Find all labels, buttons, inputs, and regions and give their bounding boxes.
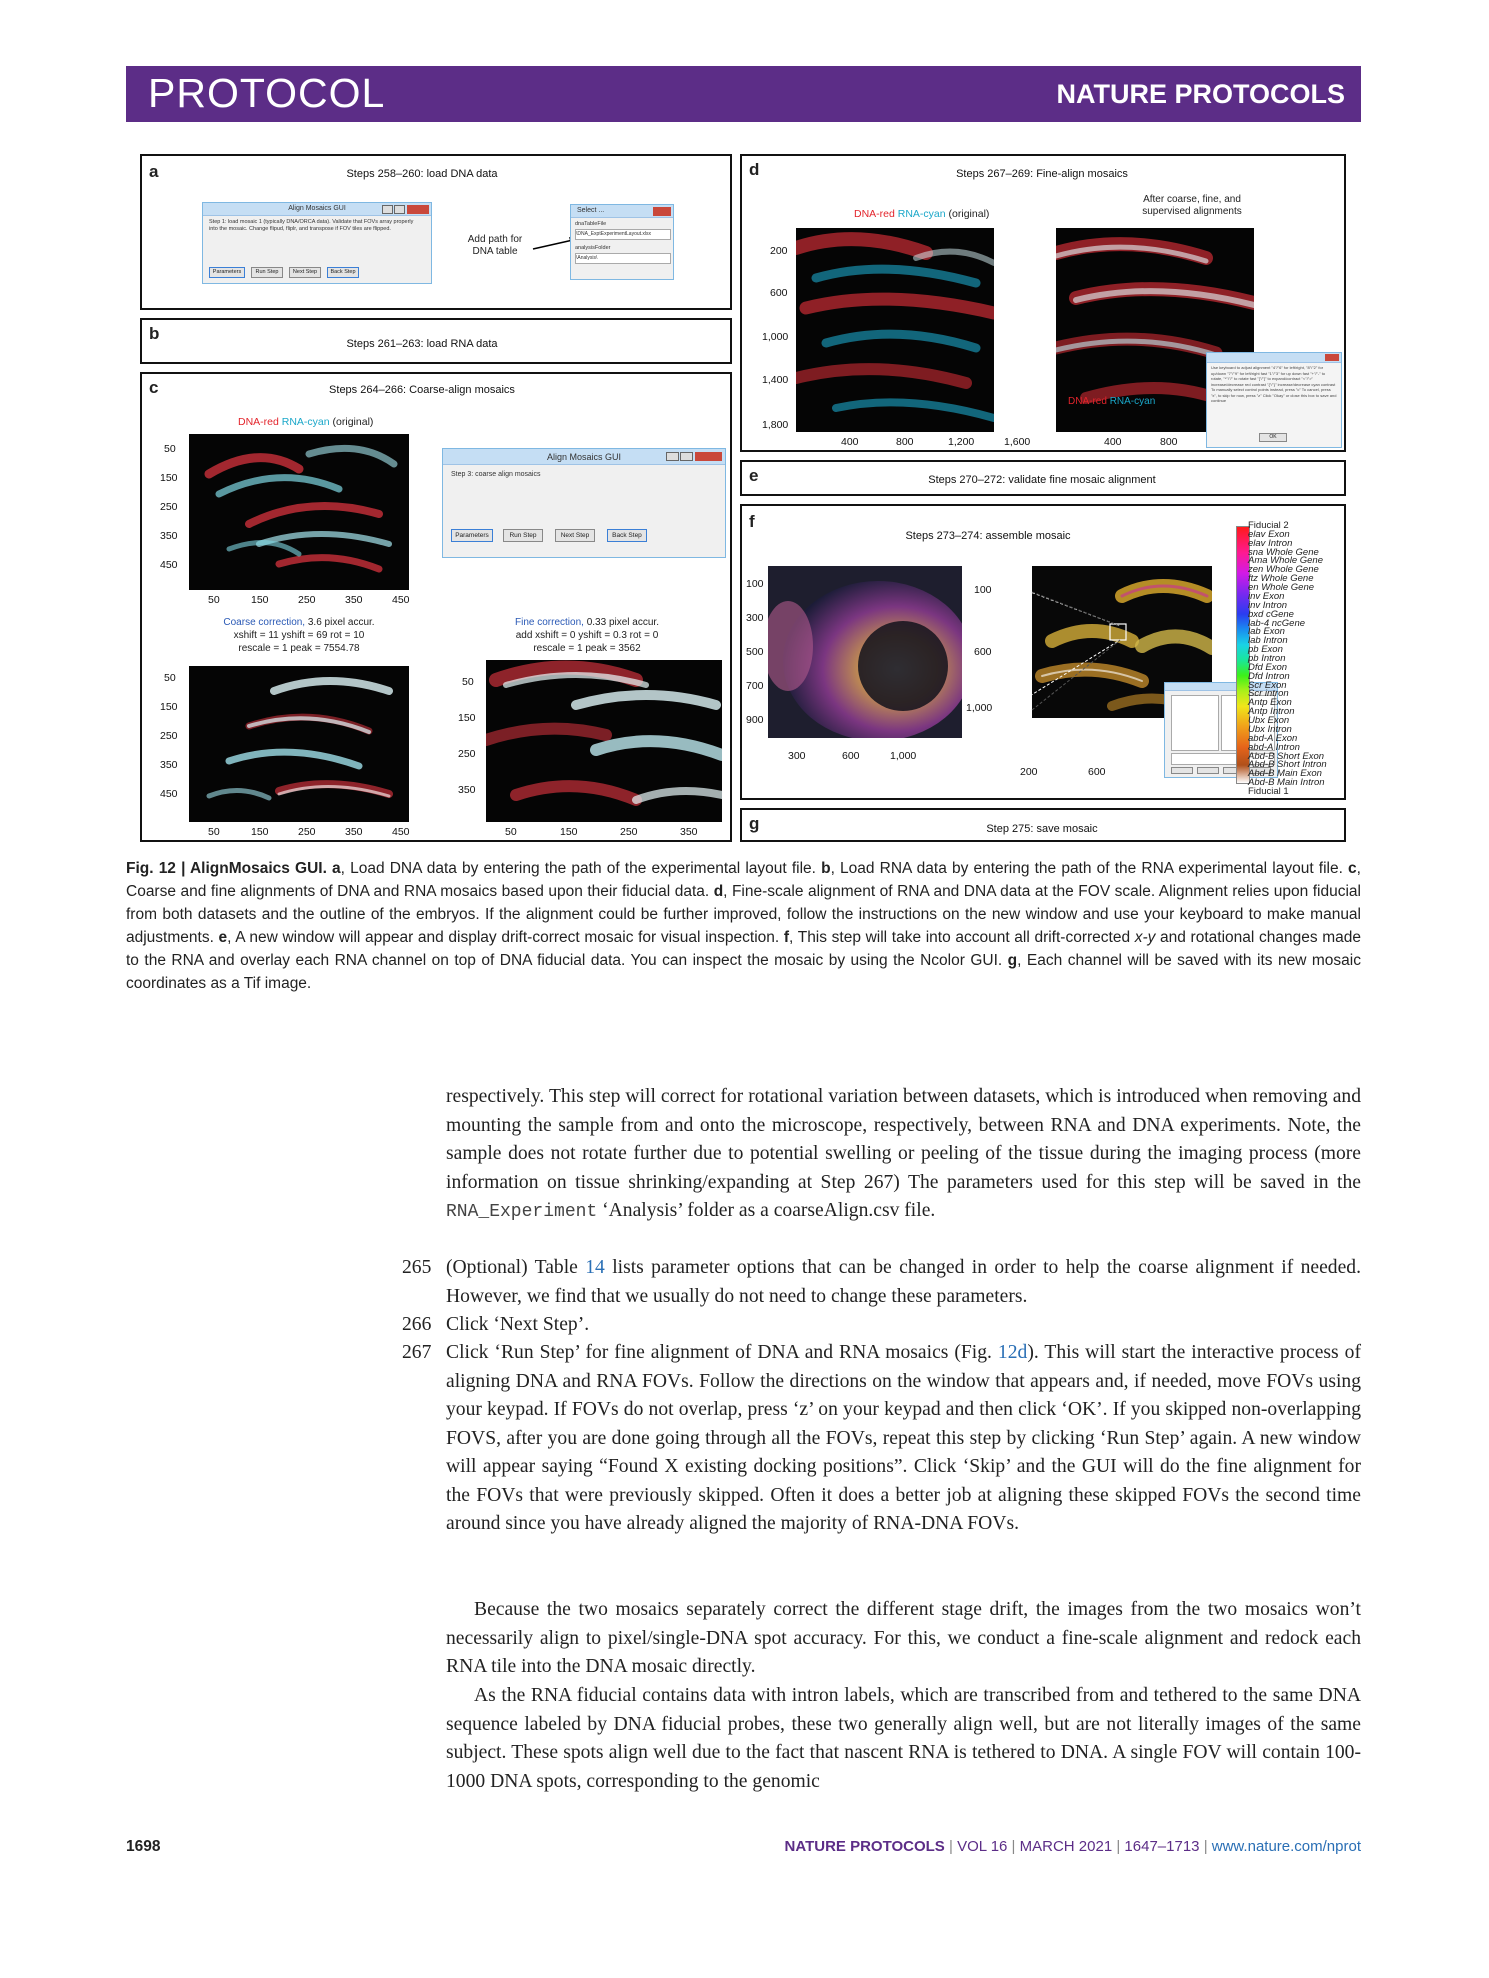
caption-italic: x-y [1134,929,1156,946]
panel-title: Steps 264–266: Coarse-align mosaics [329,384,515,396]
tick-label: 600 [974,646,992,658]
step-text: lists parameter options that can be changed in order to help the coarse alignment if needed. However, we find that we usually do not need to change these parameters. [446,1257,1361,1307]
panel-label: d [749,160,760,179]
caption-label: f [783,929,790,946]
caption-text: , Each channel will be saved with its new mosaic coordinates as a Tif image. [126,952,1361,992]
fine-align-original-image [796,228,994,432]
legend-item: sna Whole Gene [1248,546,1319,558]
after-alignment-label: After coarse, fine, and supervised alignments [1142,194,1242,217]
tick-label: 1,000 [966,702,993,714]
paragraph-text: ‘Analysis’ folder as a coarseAlign.csv file. [597,1200,936,1221]
fine-shift: add xshift = 0 yshift = 0.3 rot = 0 [515,630,659,641]
body-paragraph [446,1083,1361,1227]
tick-label: 350 [680,826,698,838]
caption-text: , This step will take into account all drift-corrected [789,929,1135,946]
panel-label: e [749,466,759,485]
legend-item: Scr Exon [1248,679,1287,691]
tick-label: 600 [1088,766,1106,778]
tick-label: 1,000 [762,331,789,343]
tick-label: 900 [746,714,764,726]
panel-label: f [749,512,755,531]
minimize-button[interactable] [382,205,393,214]
maximize-button[interactable] [394,205,405,214]
legend-item: Abd-B Main Exon [1248,768,1322,780]
caption-text: , A new window will appear and display drift-correct mosaic for visual inspection. [227,929,780,946]
legend-item: pb Intron [1248,653,1286,664]
rna-label: RNA-cyan [897,208,946,220]
rna-label: RNA-cyan [1109,396,1156,407]
tick-label: 1,600 [1004,436,1031,448]
legend-item: en Whole Gene [1248,582,1315,594]
analysis-folder-input[interactable]: \Analysis\ [575,253,671,264]
tick-label: 450 [160,559,178,571]
tick-label: 150 [251,594,269,606]
tick-label: 50 [505,826,517,838]
tick-label: 200 [770,245,788,257]
page-number: 1698 [126,1838,161,1855]
step-267 [402,1339,1361,1539]
tick-label: 800 [896,436,914,448]
legend-item: Ubx Intron [1248,723,1292,735]
tick-label: 50 [208,826,220,838]
caption-text: , Fine-scale alignment of RNA and DNA data at the FOV scale. Alignment relies upon fiducial from both datasets and the outline of the embryos. If the alignment could be further improved, follow the instructions on the new window and use your keyboard to make manual adjustments. [126,883,1361,946]
tick-label: 50 [164,672,176,684]
footer-separator: | [1203,1838,1208,1855]
original-suffix: (original) [332,416,374,428]
tick-label: 250 [298,826,316,838]
maximize-button[interactable] [680,452,693,461]
tick-label: 600 [842,750,860,762]
panel-label: a [149,162,159,181]
tick-label: 100 [746,578,764,590]
step-instructions: Step 1: load mosaic 1 (typically DNA/ORCA data). Validate that FOVs array properly into the mosaic. Change flipud, fliplr, and transpose if FOV tiles are flipped. [209,219,414,232]
tick-label: 50 [462,676,474,688]
tick-label: 250 [160,501,178,513]
coarse-corrected-image [189,666,409,822]
panel-title: Steps 261–263: load RNA data [346,338,498,350]
paragraph-text: respectively. This step will correct for rotational variation between datasets, which is introduced when removing and mounting the sample from and onto the microscope, respectively, between RNA and DNA experiments. Note, the sample does not rotate further due to potential swelling or peeling of the tissue during the imaging process (more information on tissue shrinking/expanding at Step 267) The parameters used for this step will be saved in the [446,1086,1361,1193]
run-step-button[interactable]: Run Step [503,529,543,542]
overlay-label [1068,396,1155,407]
legend-item: abd-A Exon [1248,732,1298,744]
panel-label: c [149,378,159,397]
tick-label: 450 [392,826,410,838]
dna-table-input[interactable]: \DNA_ExptExperimentLayout.xlsx [575,229,671,240]
panel-g [740,808,1346,842]
journal-title: NATURE PROTOCOLS [1056,79,1345,109]
tick-label: 800 [1160,436,1178,448]
close-button[interactable] [1325,354,1339,361]
legend-item: pb Exon [1248,644,1283,656]
dna-label: DNA-red [854,208,895,220]
tick-label: 400 [841,436,859,448]
tick-label: 450 [160,788,178,800]
tick-label: 250 [458,748,476,760]
figure-link[interactable]: 12d [997,1342,1028,1363]
align-mosaics-window [202,202,432,284]
tick-label: 1,200 [948,436,975,448]
fine-rescale: rescale = 1 peak = 3562 [533,643,641,654]
step-instructions: Step 3: coarse align mosaics [451,471,541,478]
tick-label: 150 [560,826,578,838]
footer-separator: | [1116,1838,1121,1855]
tick-label: 150 [160,472,178,484]
tick-label: 350 [160,530,178,542]
caption-text: and rotational changes made to the RNA and overlay each RNA channel on top of DNA fiducial data. You can inspect the mosaic by using the Ncolor GUI. [126,929,1361,969]
ncolor-button[interactable] [1197,767,1219,774]
window-title: Select ... [577,207,605,214]
zoomed-embryo-image [768,566,962,738]
section-title: PROTOCOL [148,70,386,116]
tick-label: 350 [160,759,178,771]
caption-label: a [332,860,341,877]
step-265 [402,1254,1361,1311]
legend-item: Antp Exon [1248,697,1292,709]
window-title: Align Mosaics GUI [288,205,346,212]
paragraph-text: As the RNA fiducial contains data with intron labels, which are transcribed from and tethered to the same DNA sequence labeled by DNA fiducial probes, these two generally align well, but are not literally images of the same subject. These spots align well due to the fact that nascent RNA is tethered to DNA. A single FOV will contain 100-1000 DNA spots, corresponding to the genomic [446,1685,1361,1792]
legend-item: abd-A Intron [1248,741,1300,753]
caption-label: c [1348,860,1357,877]
next-step-button[interactable]: Next Step [555,529,595,542]
legend-item: Fiducial 2 [1248,520,1289,531]
panel-d [740,154,1346,452]
fine-corrected-image [486,660,722,822]
annotation-text: Add path for DNA table [467,234,523,257]
field-label: dnaTableFile [575,221,607,227]
inline-code: RNA_Experiment [446,1202,598,1222]
dna-label: DNA-red [238,416,279,428]
caption-label: b [821,860,831,877]
legend-item: Abd-B Short Exon [1248,750,1325,762]
original-label [854,208,989,220]
footer-volume: VOL 16 [957,1838,1008,1855]
select-window [570,204,674,280]
panel-title: Steps 267–269: Fine-align mosaics [956,168,1128,180]
legend-item: Abd-B Main Intron [1248,777,1325,789]
original-suffix: (original) [948,208,990,220]
tick-label: 300 [788,750,806,762]
close-button[interactable] [695,452,722,461]
caption-text: , Load DNA data by entering the path of the experimental layout file. [340,860,816,877]
step-text: ). This will start the interactive process of aligning DNA and RNA FOVs. Follow the directions on the window that appears and, if needed, move FOVs using your keypad. If FOVs do not overlap, press ‘z’ on your keypad and then click ‘OK’. If you skipped non-overlapping FOVS, after you are done going through all the FOVs, repeat this step by clicking ‘Run Step’ again. A new window will appear saying “Found X existing docking positions”. Click ‘Skip’ and the GUI will do the fine alignment for the FOVs that were previously skipped. Often it does a better job at aligning these skipped FOVs the second time around since you have already aligned the majority of RNA-DNA FOVs. [446,1342,1361,1534]
legend-item: Fiducial 1 [1248,786,1289,797]
header-bar [126,66,1361,122]
ncolor-zoom [768,566,962,738]
field-label: analysisFolder [575,245,611,251]
caption-label: d [713,883,724,900]
legend-item: Dfd Intron [1248,670,1290,682]
caption-label: g [1007,952,1018,969]
figure-caption [126,857,1361,995]
tick-label: 350 [345,594,363,606]
tick-label: 1,800 [762,419,789,431]
tick-label: 350 [458,784,476,796]
caption-label: e [218,929,228,946]
mosaic-overlay [796,228,994,432]
tick-label: 350 [345,826,363,838]
legend-item: inv Exon [1248,590,1285,602]
footer-url[interactable]: www.nature.com/nprot [1211,1838,1361,1855]
caption-title: Fig. 12 | AlignMosaics GUI. [126,860,327,877]
table-link[interactable]: 14 [585,1257,605,1278]
footer-separator: | [948,1838,953,1855]
embryo-overlay [486,660,722,822]
legend-item: elav Intron [1248,537,1293,549]
footer-separator: | [1011,1838,1016,1855]
step-text: Click ‘Next Step’. [446,1314,590,1335]
panel-label: b [149,324,160,343]
embryo-overlay [189,666,409,822]
paragraph-text: Because the two mosaics separately correct the different stage drift, the images from the two mosaics won’t necessarily align to pixel/single-DNA spot accuracy. For this, we conduct a fine-scale alignment and redock each RNA tile into the DNA mosaic directly. [446,1599,1361,1677]
rna-label: RNA-cyan [281,416,330,428]
coarse-shift: xshift = 11 yshift = 69 rot = 10 [233,630,365,641]
body-paragraph [446,1596,1361,1682]
tick-label: 250 [620,826,638,838]
tick-label: 100 [974,584,992,596]
panel-title: Steps 273–274: assemble mosaic [905,530,1071,542]
parameters-button[interactable]: Parameters [209,267,245,278]
original-label [238,416,373,428]
legend-item: lab Exon [1248,626,1285,638]
legend-item: Scr intron [1248,688,1289,700]
step-number: 267 [402,1342,432,1363]
tick-label: 250 [298,594,316,606]
coarse-accuracy: 3.6 pixel accur. [307,617,375,628]
window-title: Align Mosaics GUI [546,452,622,462]
align-mosaics-window [442,448,726,558]
tick-label: 150 [251,826,269,838]
coarse-title: Coarse correction, [223,617,306,628]
step-number: 266 [402,1314,432,1335]
legend-item: Ama Whole Gene [1248,555,1323,567]
legend-item: ftz Whole Gene [1248,573,1314,585]
footer-date: MARCH 2021 [1019,1838,1113,1855]
tick-label: 150 [160,701,178,713]
panel-title: Step 275: save mosaic [986,823,1098,835]
embryo-overlay [189,434,409,590]
back-step-button[interactable]: Back Step [327,267,359,278]
legend-item: Antp Intron [1248,706,1295,718]
fine-accuracy: 0.33 pixel accur. [586,617,659,628]
legend-item: Dfd Exon [1248,661,1288,673]
panel-label: g [749,814,760,833]
tick-label: 250 [160,730,178,742]
next-step-button[interactable]: Next Step [289,267,321,278]
legend-item: Abd-B Short Intron [1248,759,1327,771]
panel-e [740,460,1346,496]
ncolor-button[interactable] [1171,767,1193,774]
legend-item: bxd cGene [1248,608,1294,620]
caption-text: , Coarse and fine alignments of DNA and RNA mosaics based upon their fiducial data. [126,860,1361,900]
tick-label: 50 [164,443,176,455]
tick-label: 200 [1020,766,1038,778]
legend-item: lab-4 ncGene [1248,617,1306,629]
close-button[interactable] [653,207,671,216]
back-step-button[interactable]: Back Step [607,529,647,542]
parameters-button[interactable]: Parameters [451,529,493,542]
ok-button[interactable]: OK [1259,433,1287,442]
step-number: 265 [402,1257,432,1278]
tick-label: 300 [746,612,764,624]
tick-label: 400 [1104,436,1122,448]
step-266 [402,1311,1361,1340]
caption-text: , Load RNA data by entering the path of the RNA experimental layout file. [830,860,1343,877]
legend-item: lab Intron [1248,635,1288,647]
panel-title: Steps 258–260: load DNA data [346,168,498,180]
keyboard-adjust-dialog [1206,352,1342,448]
tick-label: 1,400 [762,374,789,386]
tick-label: 1,000 [890,750,917,762]
dialog-instructions: Use keyboard to adjust alignment "4"/"6" for left/right, "8"/"2" for up/down "7"/"9" for left/right fast "1"/"3" for up down fast "+"/"-" to rotate, "*"/"/" to rotate fast "["/"]" to expand/contract "<"/">" increase/decrease red contrast "{"/"}" increase/decrease cyan contrast To manually select control points instead, press "c" To cancel, press "x", to skip for now, press "z" Click "Okay" or close this box to save and continue [1211,365,1337,403]
tick-label: 700 [746,680,764,692]
step-text: (Optional) Table [446,1257,586,1278]
dna-label: DNA-red [1068,396,1107,407]
fine-correction-caption [472,616,702,655]
panel-c [140,372,732,842]
footer-pages: 1647–1713 [1124,1838,1200,1855]
minimize-button[interactable] [666,452,679,461]
body-paragraph [446,1682,1361,1796]
legend-item: zen Whole Gene [1248,564,1319,576]
close-button[interactable] [407,205,429,214]
legend-item: Ubx Exon [1248,715,1290,727]
step-text: Click ‘Run Step’ for fine alignment of DNA and RNA mosaics (Fig. [446,1342,998,1363]
tick-label: 50 [208,594,220,606]
panel-f [740,504,1346,800]
tick-label: 500 [746,646,764,658]
original-overlay-image [189,434,409,590]
tick-label: 450 [392,594,410,606]
footer-citation [785,1838,1361,1855]
footer-journal: NATURE PROTOCOLS [784,1838,945,1855]
panel-title: Steps 270–272: validate fine mosaic alignment [928,474,1156,486]
coarse-correction-caption [184,616,414,655]
fine-title: Fine correction, [515,617,584,628]
legend-item: inv Intron [1248,599,1288,611]
tick-label: 150 [458,712,476,724]
coarse-rescale: rescale = 1 peak = 7554.78 [238,643,360,654]
tick-label: 600 [770,287,788,299]
run-step-button[interactable]: Run Step [251,267,283,278]
legend-item: elav Exon [1248,528,1290,540]
panel-a [140,154,732,310]
panel-b [140,318,732,364]
